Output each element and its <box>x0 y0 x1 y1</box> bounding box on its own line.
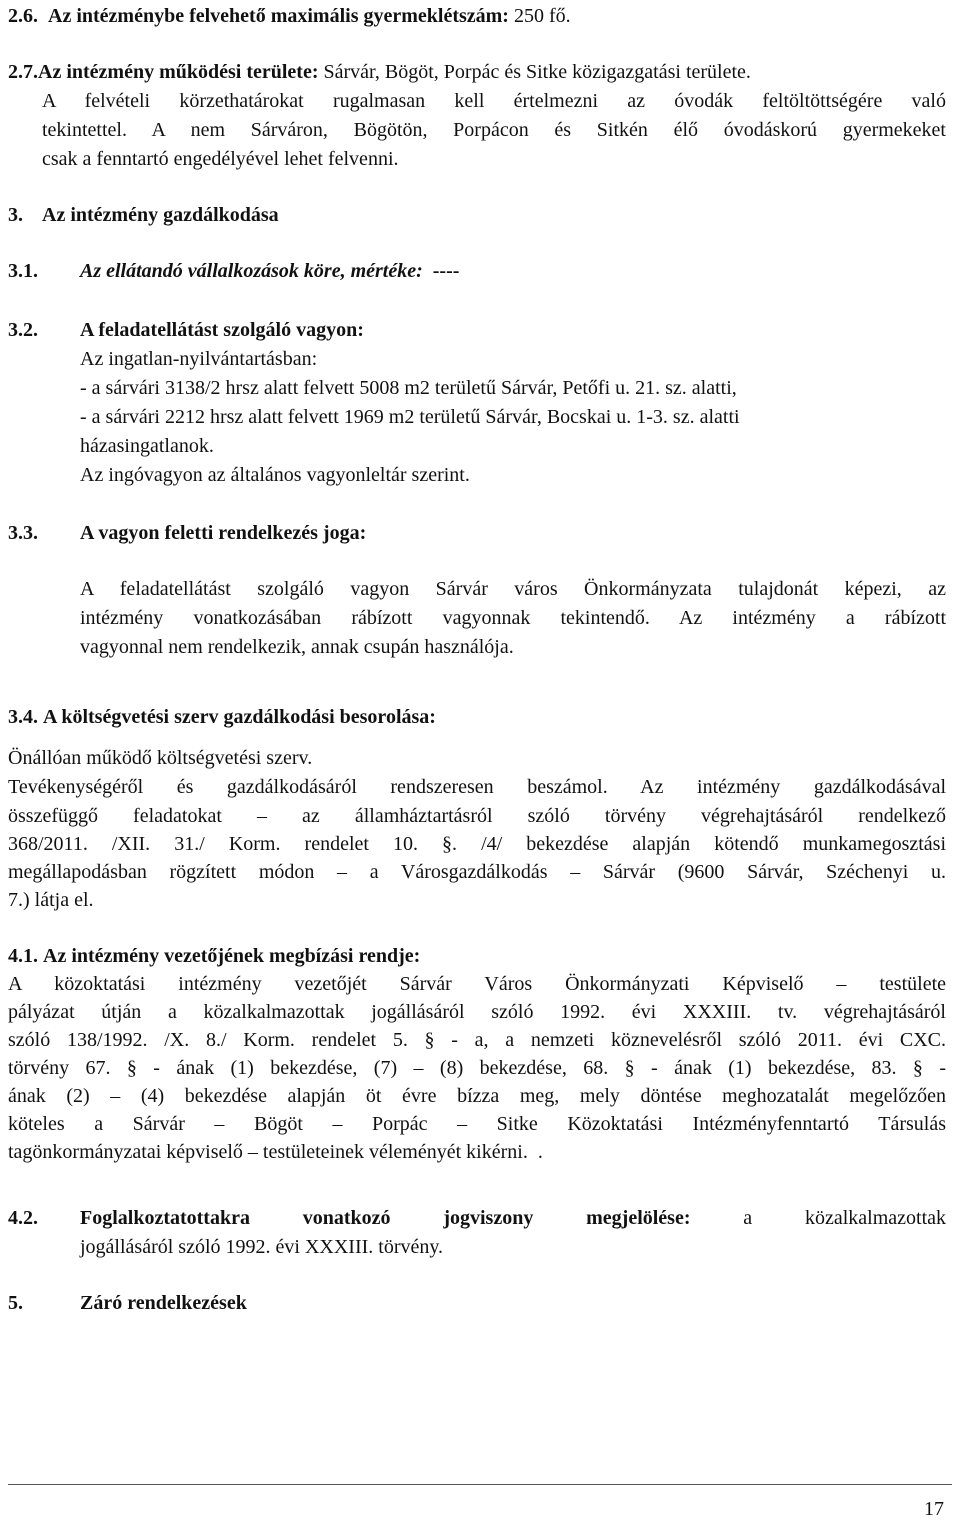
section-4-2-text-line: jogállásáról szóló 1992. évi XXXIII. törvény. <box>80 1236 444 1258</box>
section-3-3-text-line: vagyonnal nem rendelkezik, annak csupán használója. <box>80 636 514 658</box>
section-3-4-heading: 3.4. A költségvetési szerv gazdálkodási besorolása: <box>8 706 436 728</box>
section-4-2-num: 4.2. <box>8 1207 38 1229</box>
section-4-1-text-line: tagönkormányzatai képviselő – testületeinek véleményét kikérni. . <box>8 1141 543 1163</box>
section-3-2-num: 3.2. <box>8 319 38 341</box>
section-3-4-text-line: 7.) látja el. <box>8 889 94 911</box>
section-3-1-num: 3.1. <box>8 260 38 282</box>
section-4-1-text-line: köteles a Sárvár – Bögöt – Porpác – Sitke Közoktatási Intézményfenntartó Társulás <box>8 1113 946 1135</box>
section-3-4-text-line: Önállóan működő költségvetési szerv. <box>8 747 313 769</box>
section-3-4-text-line: összefüggő feladatokat – az államháztartásról szóló törvény végrehajtásáról rendelkező <box>8 805 946 827</box>
section-5-num: 5. <box>8 1292 23 1314</box>
section-2-7-text-line: csak a fenntartó engedélyével lehet felvenni. <box>42 148 399 170</box>
section-2-7-text-line: tekintettel. A nem Sárváron, Bögötön, Porpácon és Sitkén élő óvodáskorú gyermekeket <box>42 119 946 141</box>
section-3-3-text-line: intézmény vonatkozásában rábízott vagyonnak tekintendő. Az intézmény a rábízott <box>80 607 946 629</box>
section-3-2-heading: A feladatellátást szolgáló vagyon: <box>80 319 364 341</box>
section-2-6-heading: 2.6. Az intézménybe felvehető maximális gyermeklétszám: 250 fő. <box>8 5 571 27</box>
section-3-4-text-line: megállapodásban rögzített módon – a Városgazdálkodás – Sárvár (9600 Sárvár, Széchenyi u. <box>8 861 946 883</box>
list-item: - a sárvári 2212 hrsz alatt felvett 1969 m2 területű Sárvár, Bocskai u. 1-3. sz. alatti <box>80 406 740 428</box>
section-3-4-text-line: 368/2011. /XII. 31./ Korm. rendelet 10. §. /4/ bekezdése alapján kötendő munkamegosztási <box>8 833 946 855</box>
section-3-4-text-line: Tevékenységéről és gazdálkodásáról rendszeresen beszámol. Az intézmény gazdálkodásával <box>8 776 946 798</box>
section-3-heading: Az intézmény gazdálkodása <box>42 204 279 226</box>
section-3-3-num: 3.3. <box>8 522 38 544</box>
page-number: 17 <box>924 1498 944 1520</box>
section-4-1-text-line: szóló 138/1992. /X. 8./ Korm. rendelet 5. § - a, a nemzeti köznevelésről szóló 2011. évi CXC. <box>8 1029 946 1051</box>
section-3-num: 3. <box>8 204 23 226</box>
section-4-1-text-line: törvény 67. § - ának (1) bekezdése, (7) – (8) bekezdése, 68. § - ának (1) bekezdése, 83. § - <box>8 1057 946 1079</box>
footer-divider <box>8 1484 952 1485</box>
section-3-2-text-line: Az ingatlan-nyilvántartásban: <box>80 348 318 370</box>
section-2-7-heading: 2.7.Az intézmény működési területe: Sárvár, Bögöt, Porpác és Sitke közigazgatási területe. <box>8 61 751 83</box>
section-5-heading: Záró rendelkezések <box>80 1292 247 1314</box>
section-2-7-text-line: A felvételi körzethatárokat rugalmasan kell értelmezni az óvodák feltöltöttségére való <box>42 90 946 112</box>
section-3-2-text-line: házasingatlanok. <box>80 435 214 457</box>
list-item: - a sárvári 3138/2 hrsz alatt felvett 5008 m2 területű Sárvár, Petőfi u. 21. sz. alatti, <box>80 377 737 399</box>
section-4-1-text-line: pályázat útján a közalkalmazottak jogállásáról szóló 1992. évi XXXIII. tv. végrehajtásáról <box>8 1001 946 1023</box>
section-3-3-text-line: A feladatellátást szolgáló vagyon Sárvár város Önkormányzata tulajdonát képezi, az <box>80 578 946 600</box>
section-3-1-heading: Az ellátandó vállalkozások köre, mértéke: ---- <box>80 260 460 282</box>
section-4-2-heading: Foglalkoztatottakra vonatkozó jogviszony megjelölése: a közalkalmazottak <box>80 1207 947 1229</box>
section-4-1-text-line: ának (2) – (4) bekezdése alapján öt évre bízza meg, mely döntése meghozatalát megelőzően <box>8 1085 946 1107</box>
section-3-2-text-line: Az ingóvagyon az általános vagyonleltár szerint. <box>80 464 470 486</box>
section-4-1-heading: 4.1. Az intézmény vezetőjének megbízási rendje: <box>8 945 421 967</box>
section-4-1-text-line: A közoktatási intézmény vezetőjét Sárvár Város Önkormányzati Képviselő – testülete <box>8 973 946 995</box>
section-3-3-heading: A vagyon feletti rendelkezés joga: <box>80 522 367 544</box>
